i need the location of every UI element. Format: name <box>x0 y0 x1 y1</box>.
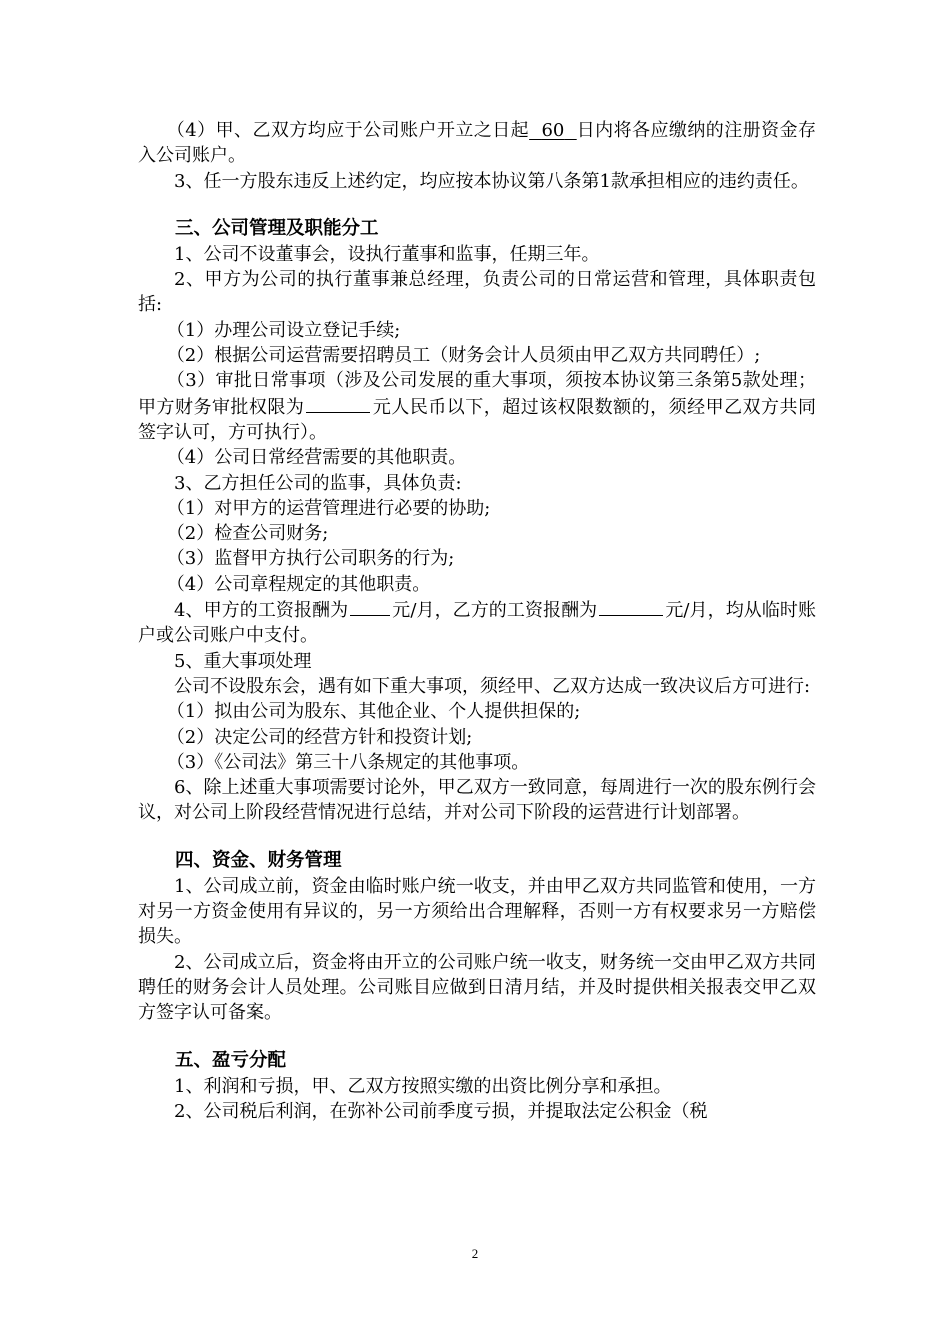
section-heading-3: 三、公司管理及职能分工 <box>175 217 379 239</box>
clause-3-2-1: （1）办理公司设立登记手续; <box>166 319 401 341</box>
page-number: 2 <box>471 1246 479 1261</box>
amount-blank <box>306 394 370 413</box>
clause-3-3-4: （4）公司章程规定的其他职责。 <box>166 573 431 595</box>
clause-3-2-3: （3）审批日常事项（涉及公司发展的重大事项，须按本协议第三条第5款处理；甲方财务审批权限为 元人民币以下，超过该权限数额的，须经甲乙双方共同签字认可，方可执行）。 <box>138 370 817 443</box>
clause-3-3: 3、乙方担任公司的监事，具体负责: <box>174 472 462 494</box>
clause-3-3-2: （2）检查公司财务; <box>166 523 329 545</box>
clause-3-3-3: （3）监督甲方执行公司职务的行为; <box>166 548 455 570</box>
clause-3-1: 1、公司不设董事会，设执行董事和监事，任期三年。 <box>174 243 600 265</box>
clause-3-4: 4、甲方的工资报酬为 元/月，乙方的工资报酬为 元/月，均从临时账户或公司账户中支付。 <box>138 597 816 649</box>
clause-3-2-2: （2）根据公司运营需要招聘员工（财务会计人员须由甲乙双方共同聘任）; <box>166 345 761 367</box>
clause-5-2: 2、公司税后利润，在弥补公司前季度亏损，并提取法定公积金（税 <box>174 1100 708 1122</box>
clause-4-2: 2、公司成立后，资金将由开立的公司账户统一收支，财务统一交由甲乙双方共同聘任的财务会计人员处理。公司账目应做到日清月结，并及时提供相关报表交甲乙双方签字认可备案。 <box>138 951 816 1024</box>
clause-4-1: 1、公司成立前，资金由临时账户统一收支，并由甲乙双方共同监管和使用，一方对另一方资金使用有异议的，另一方须给出合理解释，否则一方有权要求另一方赔偿损失。 <box>138 875 816 948</box>
clause-3-5-body: 公司不设股东会，遇有如下重大事项，须经甲、乙双方达成一致决议后方可进行: <box>174 675 811 697</box>
clause-3-3-1: （1）对甲方的运营管理进行必要的协助; <box>166 497 491 519</box>
clause-2-item-4 <box>138 118 816 169</box>
clause-text: （4）甲、乙双方均应于公司账户开立之日起 <box>166 120 530 141</box>
salary-blank-b <box>599 597 663 616</box>
clause-3-5-2: （2）决定公司的经营方针和投资计划; <box>166 726 473 748</box>
section-heading-5: 五、盈亏分配 <box>175 1049 287 1071</box>
clause-text: 日内将各应缴纳的注册资金存入公司账户。 <box>138 120 817 167</box>
clause-5-1: 1、利润和亏损，甲、乙双方按照实缴的出资比例分享和承担。 <box>174 1075 672 1097</box>
clause-3-5-1: （1）拟由公司为股东、其他企业、个人提供担保的; <box>166 701 581 723</box>
clause-3-5-3: （3）《公司法》第三十八条规定的其他事项。 <box>166 751 530 773</box>
clause-2-3: 3、任一方股东违反上述约定，均应按本协议第八条第1款承担相应的违约责任。 <box>174 170 809 192</box>
clause-3-2: 2、甲方为公司的执行董事兼总经理，负责公司的日常运营和管理，具体职责包括: <box>138 269 816 316</box>
section-heading-4: 四、资金、财务管理 <box>175 849 342 871</box>
salary-blank-a <box>350 597 390 616</box>
days-value: 60 <box>541 120 565 141</box>
clause-3-2-4: （4）公司日常经营需要的其他职责。 <box>166 447 467 469</box>
clause-3-5: 5、重大事项处理 <box>174 650 312 672</box>
clause-3-6: 6、除上述重大事项需要讨论外，甲乙双方一致同意，每周进行一次的股东例行会议，对公司上阶段经营情况进行总结，并对公司下阶段的运营进行计划部署。 <box>138 777 816 824</box>
document-page <box>138 118 816 1124</box>
